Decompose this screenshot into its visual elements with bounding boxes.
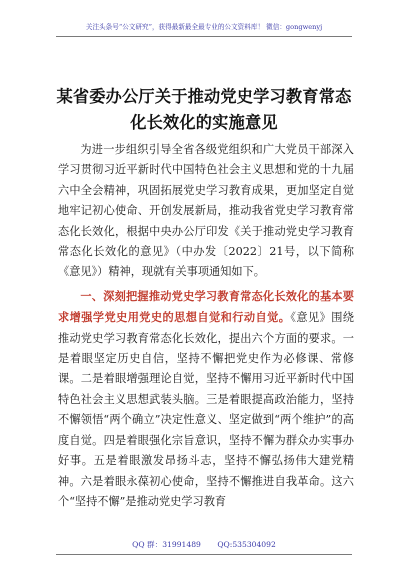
header-note: 关注头条号“公文研究”，获得最新最全最专业的公文资料库！ 微信：gongwenyj — [85, 23, 323, 31]
section-1-heading: 一、深刻把握推动党史学习教育常态化长效化的基本要求增强学党史用党史的思想自觉和行动自觉。 — [58, 288, 354, 325]
section-1-body: 《意见》围绕推动党史学习教育常态化长效化，提出六个方面的要求。一是着眼坚定历史自信，坚持不懈把党史作为必修课、常修课。二是着眼增强理论自觉，坚持不懈用习近平新时代中国特色社会主义思想武装头脑。三是着眼提高政治能力，坚持不懈领悟“两个确立”决定性意义、坚定做到“两个维护”的高度自觉。四是着眼强化宗旨意识，坚持不懈为群众办实事办好事。五是着眼激发昂扬斗志，坚持不懈弘扬伟大建党精神。六是着眼永葆初心使命，坚持不懈推进自我革命。这六个“坚持不懈”是推动党史学习教育 — [58, 311, 354, 508]
footer-qq-number: QQ:535304092 — [217, 540, 276, 549]
footer-qq-group: QQ 群：31991489 — [132, 540, 201, 549]
section-1-paragraph — [58, 286, 354, 512]
footer-divider — [56, 554, 352, 555]
document-body — [58, 140, 354, 512]
footer-note — [56, 540, 352, 550]
header-divider — [56, 36, 352, 37]
intro-paragraph: 为进一步组织引导全省各级党组织和广大党员干部深入学习贯彻习近平新时代中国特色社会主义思想和党的十九届六中全会精神，巩固拓展党史学习教育成果，更加坚定自觉地牢记初心使命、开创发展新局，推动我省党史学习教育常态化长效化，根据中央办公厅印发《关于推动党史学习教育常态化长效化的意见》（中办发〔2022〕21号，以下简称《意见》）精神，现就有关事项通知如下。 — [58, 143, 354, 279]
document-title: 某省委办公厅关于推动党史学习教育常态化长效化的实施意见 — [56, 87, 352, 132]
